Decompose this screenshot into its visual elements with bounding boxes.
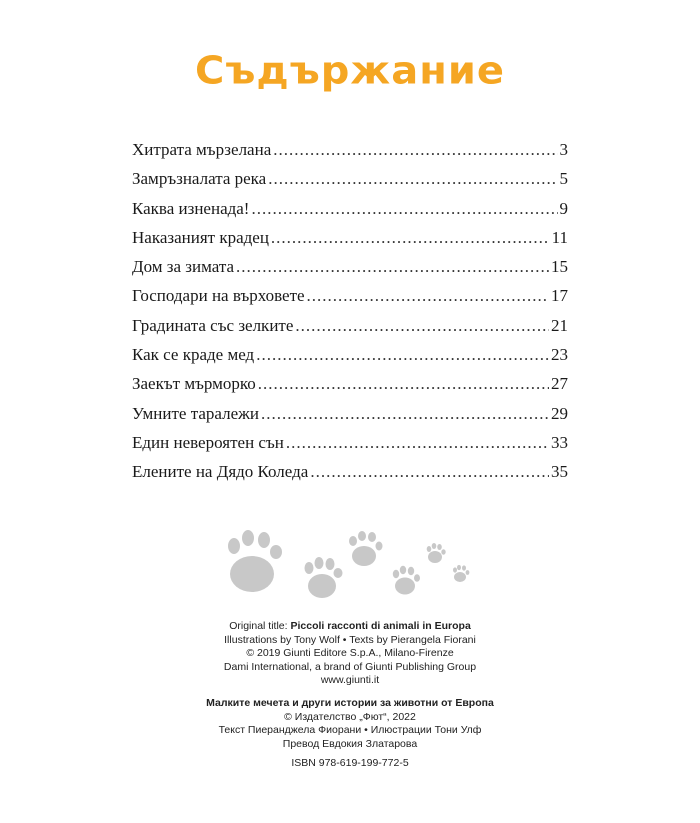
toc-entry — [132, 433, 568, 462]
paw-icon — [305, 557, 343, 598]
toc-leader-dots — [236, 257, 549, 277]
toc-entry — [132, 228, 568, 257]
bulgarian-credits — [0, 697, 700, 751]
toc-entry — [132, 316, 568, 345]
toc-entry-page: 11 — [551, 227, 568, 247]
paw-icon — [228, 530, 282, 592]
toc-entry-title: Как се краде мед — [132, 345, 255, 365]
toc-entry-page: 15 — [551, 257, 568, 277]
toc-entry-page: 33 — [551, 432, 568, 452]
toc-entry-page: 23 — [551, 345, 568, 365]
toc-entry-page: 29 — [551, 403, 568, 423]
toc-leader-dots — [273, 140, 557, 160]
toc-leader-dots — [295, 316, 549, 336]
toc-entry — [132, 140, 568, 169]
toc-entry-title: Заекът мърморко — [132, 374, 256, 394]
toc-entry-title: Един невероятен сън — [132, 432, 284, 452]
toc-entry-page: 27 — [551, 374, 568, 394]
bulgarian-authors: Текст Пиеранджела Фиорани • Илюстрации Тони Улф — [218, 724, 482, 736]
toc-entry-page: 17 — [551, 286, 568, 306]
toc-leader-dots — [251, 199, 557, 219]
toc-entry-title: Градината със зелките — [132, 315, 294, 335]
toc-entry — [132, 257, 568, 286]
toc-entry-page: 35 — [551, 462, 568, 482]
paw-icon — [427, 543, 446, 563]
toc-entry — [132, 374, 568, 403]
bulgarian-translator: Превод Евдокия Златарова — [282, 737, 418, 750]
original-credits — [0, 620, 700, 688]
toc-leader-dots — [271, 228, 550, 248]
toc-entry — [132, 286, 568, 315]
credits-website: www.giunti.it — [320, 674, 380, 686]
toc-leader-dots — [286, 433, 549, 453]
toc-leader-dots — [268, 169, 557, 189]
page-title: Съдържание — [195, 49, 505, 93]
toc-entry-title: Хитрата мързелана — [132, 140, 272, 159]
toc-entry-title: Елените на Дядо Коледа — [132, 462, 309, 482]
toc-entry-title: Каква изненада! — [132, 198, 250, 218]
toc-entry — [132, 462, 568, 491]
toc-entry — [132, 199, 568, 228]
toc-entry-page: 21 — [551, 315, 568, 335]
toc-entry-page: 3 — [559, 140, 568, 159]
toc-leader-dots — [310, 462, 549, 482]
toc-entry-title: Дом за зимата — [132, 257, 235, 277]
original-title: Piccoli racconti di animali in Europa — [290, 620, 471, 632]
toc-entry-title: Наказаният крадец — [132, 227, 269, 247]
toc-entry — [132, 169, 568, 198]
credits-brand: Dami International, a brand of Giunti Publishing Group — [223, 660, 477, 673]
toc-leader-dots — [258, 374, 549, 394]
isbn: ISBN 978-619-199-772-5 — [291, 757, 409, 769]
original-title-prefix: Original title: — [229, 620, 291, 632]
credits-copyright: © 2019 Giunti Editore S.p.A., Milano-Firenze — [246, 647, 454, 659]
toc-entry-title: Господари на върховете — [132, 286, 305, 306]
toc-leader-dots — [307, 286, 549, 306]
toc-entry — [132, 404, 568, 433]
credits-illustrations: Illustrations by Tony Wolf • Texts by Pierangela Fiorani — [224, 633, 476, 646]
toc-entry-title: Умните таралежи — [132, 403, 259, 423]
paw-icon — [453, 565, 469, 582]
table-of-contents — [132, 140, 568, 492]
paw-icon — [393, 566, 420, 595]
toc-entry — [132, 345, 568, 374]
toc-leader-dots — [256, 345, 549, 365]
toc-entry-title: Замръзналата река — [132, 169, 267, 189]
bulgarian-title: Малките мечета и други истории за животни от Европа — [206, 697, 494, 709]
toc-entry-page: 5 — [559, 169, 568, 189]
toc-leader-dots — [261, 404, 549, 424]
bulgarian-publisher: © Издателство „Фют“, 2022 — [284, 710, 416, 723]
original-title-line — [0, 620, 700, 634]
paw-icon — [349, 531, 383, 566]
toc-entry-page: 9 — [559, 198, 568, 218]
